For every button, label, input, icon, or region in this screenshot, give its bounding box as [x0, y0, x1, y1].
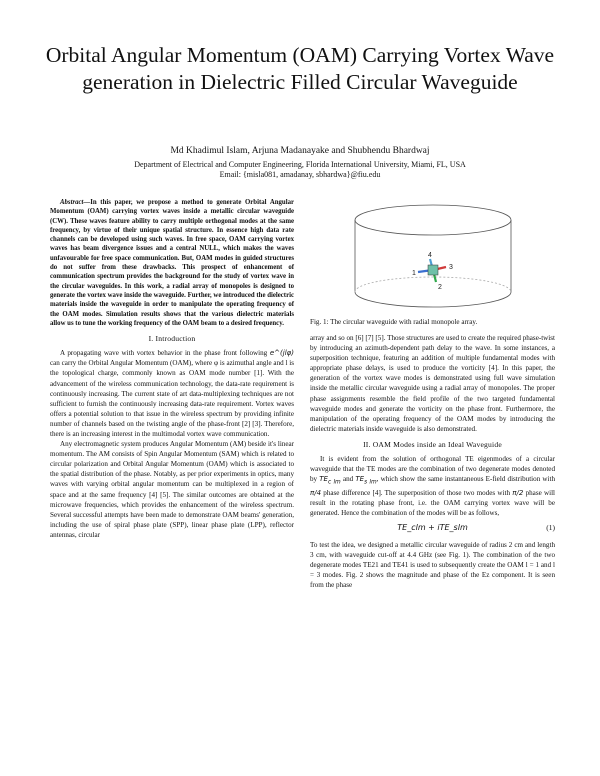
sec2-p1-text-b: , which show the same instantaneous E-field distribution with — [376, 475, 556, 484]
left-column — [50, 198, 294, 540]
mode-tes-sub: s lm — [364, 479, 377, 486]
intro-paragraph-2: Any electromagnetic system produces Angular Momentum (AM) beside it's linear momentum. The AM consists of Spin Angular Momentum (SAM) which is related to circular polarization and Orbital Angular Momentum (OAM) which is associated to the spatial distribution of the phase. Notably, as per prior experiments in optics, many waves with varying orbital angular momentum can be multiplexed in a region of space and at the same frequency [4] [5]. The similar outcomes are obtained at the microwave frequencies, which provides the enhancement of the wireless spectrum. Several successful attempts have been made to demonstrate OAM beams' generation, including the use of spiral phase plate (SPP), linear phase plate (LPP), reflector antennas, circular — [50, 440, 294, 539]
right-paragraph-1: array and so on [6] [7] [5]. Those structures are used to create the required phase-twist by introducing an azimuth-dependent path delay to the wave. In some instances, a superposition technique, featuring an addition of multiple fundamental modes with appropriate phase delays, is used to produce the vorticity [4]. In this paper, the generation of the vortex wave modes is demonstrated using full wave simulation inside the metallic circular waveguide using a radial array of monopoles. The proper phase assignments resemble the field profile of the two targeted fundamental waveguide modes and generate the vorticity on the phase front. Furthermore, the manipulation of the operating frequency of the OAM modes by introducing the dielectric materials inside waveguide is also demonstrated. — [310, 334, 555, 433]
phase-pi-2: π/2 — [512, 488, 524, 497]
equation-number: (1) — [546, 522, 555, 532]
label-4: 4 — [428, 252, 432, 259]
affiliation: Department of Electrical and Computer Engineering, Florida International University, Miami, FL, USA — [134, 160, 466, 169]
sec2-p1-text-c: phase difference [4]. The superposition of those two modes with — [323, 488, 511, 497]
sec2-paragraph-2: To test the idea, we designed a metallic circular waveguide of radius 2 cm and length 3 cm, with waveguide cut-off at 4.4 GHz (see Fig. 1). The combination of the two degenerate modes TE21 and TE41 is used to subsequently create the OAM l = 1 and l = 3 modes. Fig. 2 shows the magnitude and phase of the Ez component. It is seen from the phase — [310, 540, 555, 590]
mode-tec-sub: c lm — [327, 479, 341, 486]
intro-p1-start: A propagating wave with vortex behavior in the phase front following — [60, 349, 268, 358]
paper-title: Orbital Angular Momentum (OAM) Carrying Vortex Wave generation in Dielectric Filled Circular Waveguide — [45, 43, 555, 94]
waveguide-bottom-hidden — [355, 277, 511, 292]
intro-p1-rest: can carry the Orbital Angular Momentum (OAM), where φ is azimuthal angle and l is the topological charge, commonly known as OAM mode number [1]. With the advancement of the wireless communication technology, the data-rate requirement is continuously increasing. The current state of art data-multiplexing techniques are not sufficient to furnish the continuously increasing data-rate requirement. Vortex waves offers a potential solution to that issue in the wireless spectrum by providing infinite number of channels based on the twisting angle of the phase-front [2] [3]. Therefore, there is an increasing interest in the multimodal vortex wave communication. — [50, 359, 294, 438]
right-column — [310, 333, 555, 590]
equation-1 — [310, 521, 555, 537]
label-2: 2 — [438, 284, 442, 291]
abstract — [50, 198, 294, 328]
sec2-p1-text-d: phase will result in the rotating phase front, i.e. the OAM carrying vortex wave will be generated. Hence the combination of the modes will be as follows, — [310, 488, 556, 517]
phase-pi-4: π/4 — [310, 488, 322, 497]
sec2-paragraph-1 — [310, 454, 555, 518]
mode-tec-main: TE — [319, 475, 328, 484]
label-3: 3 — [449, 264, 453, 271]
abstract-body: —In this paper, we propose a method to generate Orbital Angular Momentum (OAM) carrying vortex waves inside a metallic circular waveguide (CW). These waves feature ability to carry multiple orthogonal modes at the same frequency, by virtue of their unique spatial structure. In essence high data rate channels can be developed using such waves. In free space, OAM carrying vortex waves has beam divergence issues and a central NULL, which makes the waves unfavourable for free space communication. But, OAM modes in guided structures do not suffer from these drawbacks. This prospect of enhancement of communication spectrum provides the background for the study of vortex wave in the circular waveguides. In this work, a radial array of monopoles is designed to generate the vortex wave inside the waveguide. Further, we introduced the dielectric materials inside the waveguide in order to manipulate the operating frequency of the OAM modes. Simulation results shows that the various dielectric materials allow us to tune the working frequency of the OAM beam to a desired frequency. — [50, 199, 294, 327]
mode-tes-main: TE — [355, 475, 365, 484]
section-heading-oam-modes: II. OAM Modes inside an Ideal Waveguide — [363, 439, 502, 449]
feed-center — [428, 265, 438, 275]
intro-paragraph-1 — [50, 348, 294, 439]
mode-tes — [355, 475, 377, 486]
label-1: 1 — [412, 270, 416, 277]
abstract-label: Abstract — [60, 199, 84, 206]
intro-p1-expression: e^(jlφ) — [269, 349, 294, 358]
equation-expression: TE_clm + iTE_slm — [397, 522, 468, 532]
email-line: Email: {misla081, amadanay, sbhardwa}@fiu.edu — [219, 169, 381, 179]
sec2-p1-text-a: It is evident from the solution of orthogonal TE eigenmodes of a circular waveguide that the TE modes are the combination of two degenerate modes denoted by — [310, 455, 555, 484]
section-heading-introduction: I. Introduction — [148, 334, 196, 344]
mode-tec — [319, 475, 341, 486]
figure-caption: Fig. 1: The circular waveguide with radial monopole array. — [310, 318, 478, 326]
affiliation-block — [40, 160, 560, 179]
monopole-array — [418, 259, 446, 282]
sec2-p1-and: and — [342, 475, 354, 484]
waveguide-bottom-rim — [355, 292, 511, 307]
author-list: Md Khadimul Islam, Arjuna Madanayake and Shubhendu Bhardwaj — [170, 146, 430, 156]
waveguide-top-rim — [355, 205, 511, 235]
waveguide-figure — [318, 200, 548, 315]
